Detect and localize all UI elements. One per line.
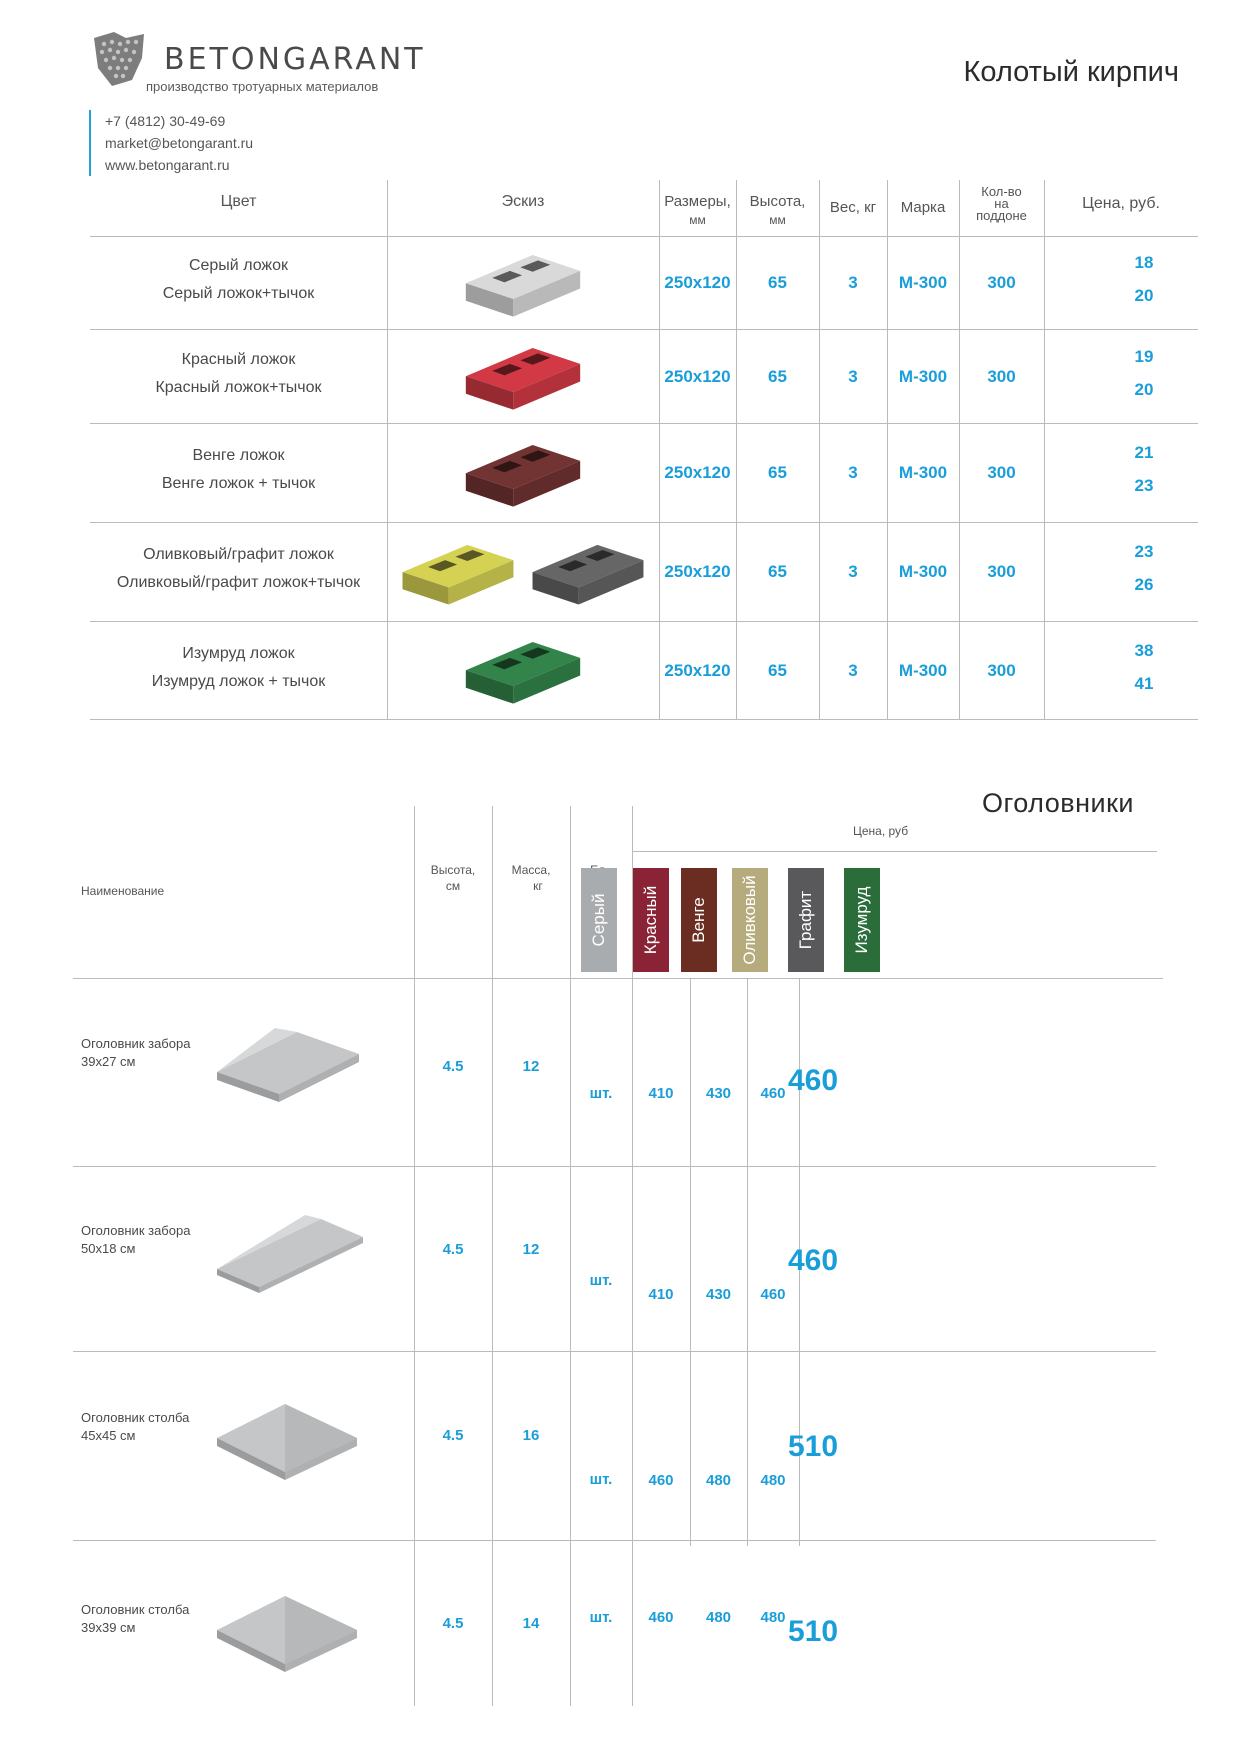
brick-row xyxy=(90,523,1198,622)
brick-height: 65 xyxy=(768,367,787,386)
brick-height: 65 xyxy=(768,273,787,292)
brick-price: 18 xyxy=(1134,253,1154,272)
brick-price-table xyxy=(90,180,1198,720)
cap-name: Оголовник столба xyxy=(81,1602,190,1617)
header-cap-price: Цена, руб xyxy=(853,824,909,838)
brick-size: 250x120 xyxy=(664,661,731,680)
caps-row xyxy=(73,1351,1156,1531)
brick-name: Изумруд ложок xyxy=(182,645,295,662)
cap-drawing-icon xyxy=(213,1394,373,1484)
cap-size: 45x45 см xyxy=(81,1428,136,1443)
swatch-label: Графит xyxy=(796,890,815,950)
brick-weight: 3 xyxy=(848,367,858,386)
cap-price: 460 xyxy=(787,1064,839,1097)
brick-icon xyxy=(457,438,589,508)
brick-weight: 3 xyxy=(848,661,858,680)
header-name: Наименование xyxy=(81,884,165,898)
brick-name: Красный ложок xyxy=(181,351,296,368)
cap-size: 50x18 см xyxy=(81,1241,136,1256)
brick-icon xyxy=(524,538,652,606)
brick-grade: М-300 xyxy=(898,273,948,292)
brick-price-variant: 41 xyxy=(1134,674,1154,693)
brick-price: 21 xyxy=(1134,443,1154,462)
brand-tagline: производство тротуарных материалов xyxy=(146,79,379,94)
brick-image xyxy=(387,334,659,419)
swatch-label: Серый xyxy=(589,893,608,947)
caps-row xyxy=(73,978,1156,1158)
cap-drawing-icon xyxy=(213,1207,373,1297)
brick-table-body xyxy=(90,237,1198,720)
website-link[interactable]: www.betongarant.ru xyxy=(105,157,230,173)
brick-row xyxy=(90,424,1198,523)
swatch-4 xyxy=(732,868,768,972)
swatch-2 xyxy=(633,868,669,972)
cap-height: 4.5 xyxy=(442,1615,464,1632)
brick-name: Серый ложок xyxy=(188,257,289,274)
brick-height: 65 xyxy=(768,562,787,581)
brick-qty: 300 xyxy=(987,562,1016,581)
brick-price-variant: 23 xyxy=(1134,476,1154,495)
header-mass-2: кг xyxy=(533,879,543,893)
cap-drawing-icon xyxy=(213,1586,373,1676)
brick-grade: М-300 xyxy=(898,463,948,482)
cap-name: Оголовник столба xyxy=(81,1410,190,1425)
cap-p1: 460 xyxy=(648,1609,674,1626)
brick-price: 38 xyxy=(1134,641,1154,660)
column-divider xyxy=(1044,237,1045,329)
brick-size: 250x120 xyxy=(664,463,731,482)
caps-price-table xyxy=(73,806,1163,1706)
brick-name: Оливковый/графит ложок xyxy=(143,546,334,563)
cap-unit: шт. xyxy=(589,1609,613,1626)
brick-weight: 3 xyxy=(848,273,858,292)
column-divider xyxy=(1044,523,1045,621)
brick-qty: 300 xyxy=(987,367,1016,386)
brick-qty: 300 xyxy=(987,273,1016,292)
header-height-1: Высота, xyxy=(749,193,806,210)
contacts-block xyxy=(89,110,253,176)
header-sketch: Эскиз xyxy=(501,193,545,210)
brick-image xyxy=(387,527,659,617)
brick-price-variant: 26 xyxy=(1134,575,1154,594)
swatch-1 xyxy=(581,868,617,972)
cap-mass: 16 xyxy=(522,1427,540,1444)
brick-size: 250x120 xyxy=(664,273,731,292)
brick-height: 65 xyxy=(768,463,787,482)
brick-icon xyxy=(457,635,589,705)
cap-p3: 460 xyxy=(760,1085,786,1102)
swatch-6 xyxy=(844,868,880,972)
cap-mass: 14 xyxy=(522,1615,540,1632)
logo-mark-icon xyxy=(88,28,150,90)
swatch-label: Изумруд xyxy=(852,886,871,954)
cap-p2: 480 xyxy=(705,1472,732,1489)
header-qty-3: поддоне xyxy=(976,208,1027,223)
brick-image xyxy=(387,626,659,715)
column-divider xyxy=(1044,330,1045,423)
brick-icon xyxy=(457,341,589,411)
brick-price: 23 xyxy=(1134,542,1154,561)
cap-price: 510 xyxy=(787,1430,839,1463)
brick-grade: М-300 xyxy=(898,562,948,581)
brick-image xyxy=(387,428,659,518)
cap-size: 39x39 см xyxy=(81,1620,136,1635)
brick-row xyxy=(90,237,1198,330)
caps-row xyxy=(73,1166,1156,1346)
cap-p3: 460 xyxy=(760,1286,786,1303)
cap-drawing-icon xyxy=(213,1020,373,1110)
swatch-label: Красный xyxy=(641,885,660,955)
cap-name: Оголовник забора xyxy=(81,1036,191,1051)
brick-weight: 3 xyxy=(848,562,858,581)
swatch-label: Венге xyxy=(689,897,708,943)
brick-grade: М-300 xyxy=(898,367,948,386)
swatch-3 xyxy=(681,868,717,972)
brick-price: 19 xyxy=(1134,347,1154,366)
cap-p2: 430 xyxy=(705,1286,732,1303)
brick-name-variant: Венге ложок + тычок xyxy=(161,475,316,492)
brick-qty: 300 xyxy=(987,661,1016,680)
brick-price-variant: 20 xyxy=(1134,380,1154,399)
cap-p2: 430 xyxy=(705,1085,732,1102)
header-cap-height-2: см xyxy=(445,879,461,893)
brick-grade: М-300 xyxy=(898,661,948,680)
header-grade: Марка xyxy=(900,199,946,216)
brick-name: Венге ложок xyxy=(192,447,285,464)
column-divider xyxy=(1044,424,1045,522)
phone-text: +7 (4812) 30-49-69 xyxy=(105,113,226,129)
cap-p3: 480 xyxy=(760,1609,786,1626)
header-height-2: мм xyxy=(769,213,786,227)
cap-height: 4.5 xyxy=(442,1427,464,1444)
cap-height: 4.5 xyxy=(442,1058,464,1075)
brick-name-variant: Серый ложок+тычок xyxy=(162,285,315,302)
header-color: Цвет xyxy=(220,193,257,210)
column-divider xyxy=(1044,622,1045,719)
brick-name-variant: Оливковый/графит ложок+тычок xyxy=(116,574,361,591)
brick-row xyxy=(90,622,1198,720)
caps-row xyxy=(73,1540,1156,1720)
brick-height: 65 xyxy=(768,661,787,680)
cap-name: Оголовник забора xyxy=(81,1223,191,1238)
brick-table-header xyxy=(90,180,1198,237)
brick-icon xyxy=(394,538,522,606)
header-size-1: Размеры, xyxy=(664,193,731,210)
header-qty-1: Кол-во xyxy=(981,184,1022,199)
header-price: Цена, руб. xyxy=(1082,195,1160,212)
brand-name: BETONGARANT xyxy=(164,42,426,77)
brick-size: 250x120 xyxy=(664,367,731,386)
cap-p1: 410 xyxy=(648,1286,674,1303)
brick-row xyxy=(90,330,1198,424)
header-size-2: мм xyxy=(689,213,706,227)
cap-unit: шт. xyxy=(589,1272,613,1289)
brick-name-variant: Красный ложок+тычок xyxy=(155,379,322,396)
cap-p2: 480 xyxy=(705,1609,732,1626)
cap-p3: 480 xyxy=(760,1472,786,1489)
cap-height: 4.5 xyxy=(442,1241,464,1258)
brick-icon xyxy=(457,248,589,318)
header-weight: Вес, кг xyxy=(829,199,877,216)
swatch-5 xyxy=(788,868,824,972)
header-mass-1: Масса, xyxy=(511,863,551,877)
page-title: Колотый кирпич xyxy=(963,56,1179,88)
brick-name-variant: Изумруд ложок + тычок xyxy=(151,673,326,690)
swatch-label: Оливковый xyxy=(740,875,759,965)
cap-mass: 12 xyxy=(522,1058,540,1075)
cap-price: 510 xyxy=(787,1615,839,1648)
cap-p1: 460 xyxy=(648,1472,674,1489)
brick-weight: 3 xyxy=(848,463,858,482)
cap-p1: 410 xyxy=(648,1085,674,1102)
cap-unit: шт. xyxy=(589,1471,613,1488)
header-qty-2: на xyxy=(994,196,1009,211)
brick-qty: 300 xyxy=(987,463,1016,482)
cap-unit: шт. xyxy=(589,1085,613,1102)
header-cap-height-1: Высота, xyxy=(430,863,476,877)
cap-size: 39x27 см xyxy=(81,1054,136,1069)
email-link[interactable]: market@betongarant.ru xyxy=(105,135,254,151)
caps-section-title: Оголовники xyxy=(982,788,1134,818)
brick-size: 250x120 xyxy=(664,562,731,581)
cap-mass: 12 xyxy=(522,1241,540,1258)
brick-image xyxy=(387,241,659,325)
brick-price-variant: 20 xyxy=(1134,286,1154,305)
cap-price: 460 xyxy=(787,1244,839,1277)
